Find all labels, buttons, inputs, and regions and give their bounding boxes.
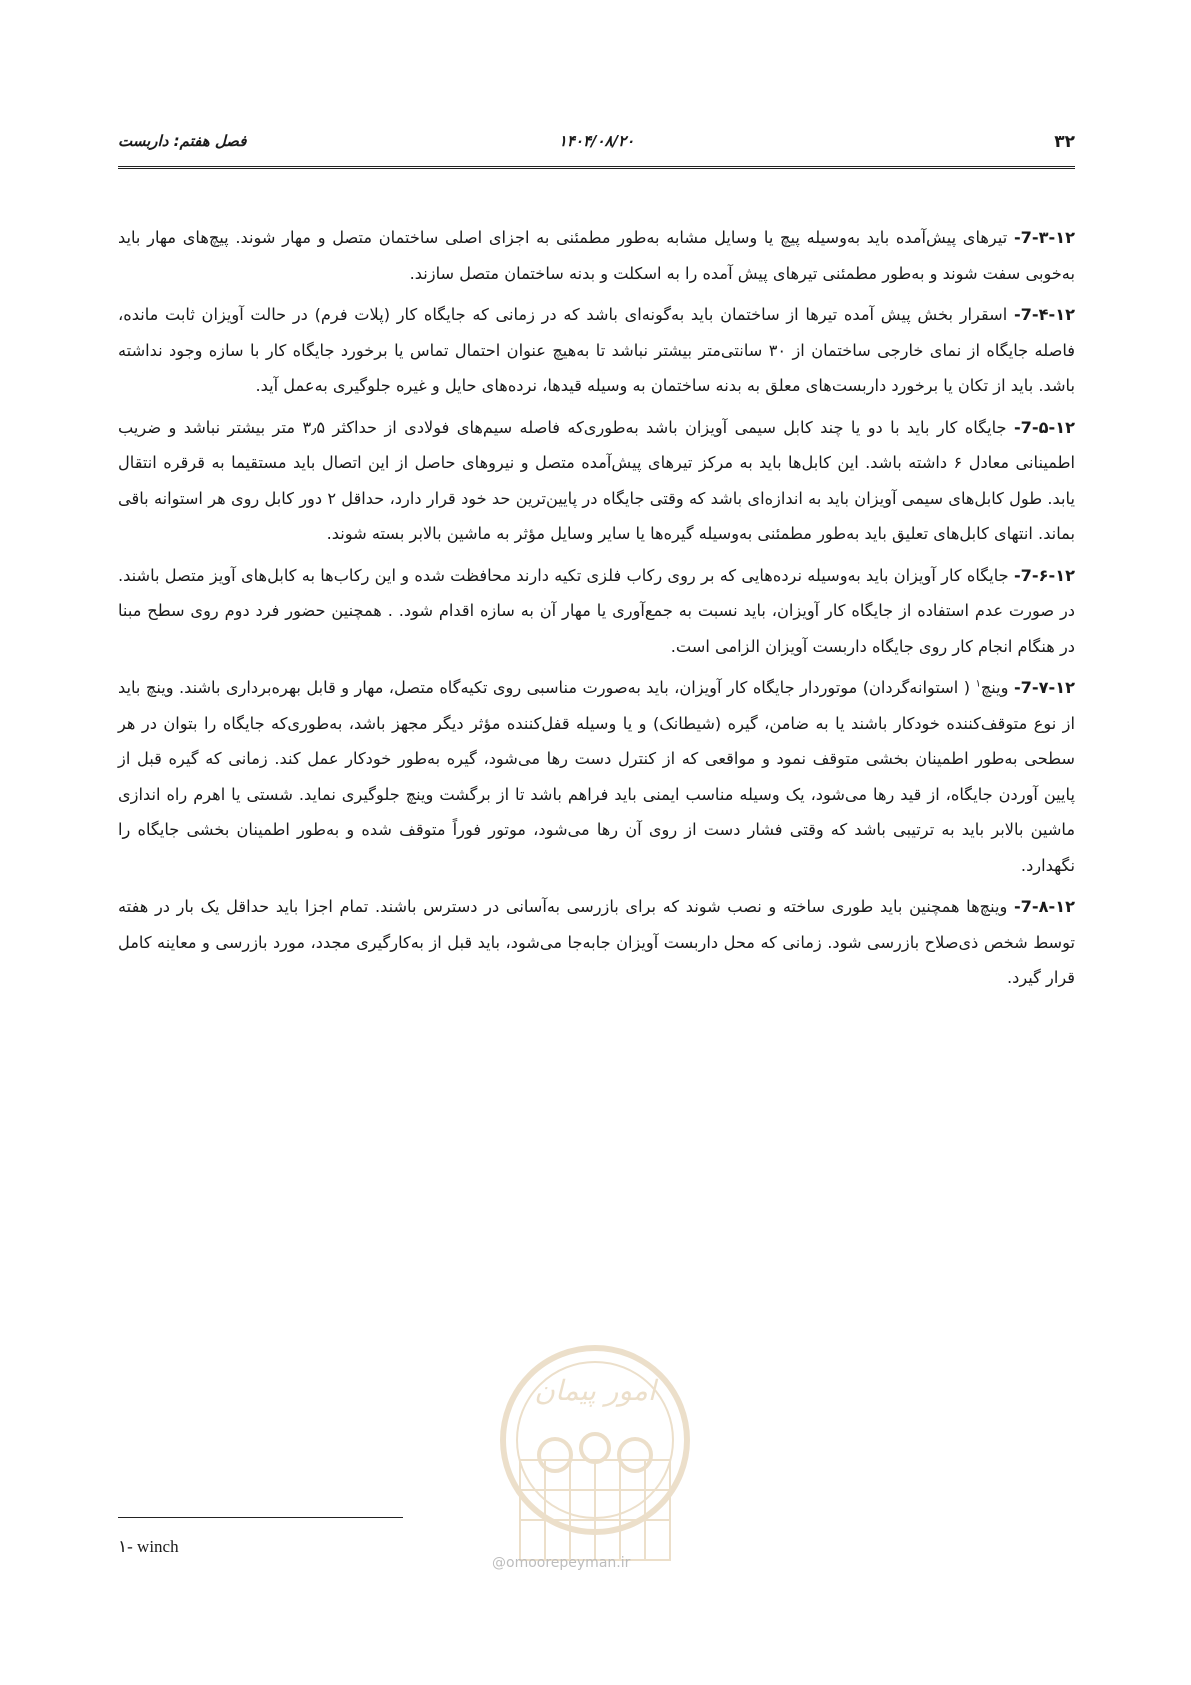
clause-number: 7-۴-۱۲-	[1013, 305, 1075, 324]
paragraph-text: اسقرار بخش پیش آمده تیرها از ساختمان باید به‌گونه‌ای باشد که در زمانی که جایگاه کار (پلات فرم) در حالت آویزان ثابت مانده، فاصله جایگاه از نمای خارجی ساختمان از ۳۰ سانتی‌متر بیشتر نباشد تا به‌هیچ عنوان احتمال تماس یا برخورد جایگاه کار با سازه وجود نداشته باشد. باید از تکان یا برخورد داربست‌های معلق به بدنه ساختمان به وسیله قیدها، نرده‌های حایل و غیره جلوگیری به‌عمل آید.	[118, 305, 1075, 395]
body-text	[118, 220, 1075, 1002]
chapter-title: فصل هفتم: داربست	[118, 132, 247, 150]
clause-number: 7-۸-۱۲-	[1013, 897, 1075, 916]
paragraph-text: ( استوانه‌گردان) موتوردار جایگاه کار آویزان، باید به‌صورت مناسبی روی تکیه‌گاه متصل، مهار و قابل بهره‌برداری باشند. وینچ باید از نوع متوقف‌کننده خودکار باشند یا به ضامن، گیره (شیطانک) و یا وسیله قفل‌کننده مؤثر دیگر مجهز باشد، به‌طوری‌که جایگاه را بتوان در هر سطحی به‌طور اطمینان بخشی متوقف نمود و مواقعی که از کنترل دست رها می‌شود، گیره به‌طور خودکار عمل کند. زمانی که گیره قبل از پایین آوردن جایگاه، از قید رها می‌شود، یک وسیله مناسب ایمنی باید فراهم باشد تا از برگشت وینچ جلوگیری نماید. شستی یا اهرم راه اندازی ماشین بالابر باید به ترتیبی باشد که وقتی فشار دست از روی آن رها می‌شود، موتور فوراً متوقف شده و به‌طور اطمینان بخشی جایگاه را نگهدارد.	[118, 678, 1075, 875]
clause-number: 7-۵-۱۲-	[1013, 417, 1075, 437]
clause-number: 7-۳-۱۲-	[1013, 228, 1075, 247]
paragraph-text: جایگاه کار باید با دو یا چند کابل سیمی آویزان باشد به‌طوری‌که فاصله سیم‌های فولادی از حداکثر ۳٫۵ متر بیشتر نباشد و ضریب اطمینانی معادل ۶ داشته باشد. این کابل‌ها باید به مرکز تیرهای پیش‌آمده متصل و نیروهای حاصل از این اتصال باید مستقیما به قرقره انتقال یابد. طول کابل‌های سیمی آویزان باید به اندازه‌ای باشد که وقتی جایگاه در پایین‌ترین حد خود قرار دارد، حداقل ۲ دور کابل روی هر استوانه باقی بماند. انتهای کابل‌های تعلیق باید به‌طور مطمئنی به‌وسیله گیره‌ها یا سایر وسایل مؤثر به ماشین بالابر بسته شوند.	[118, 417, 1075, 543]
footnote-ref[interactable]: ۱	[975, 678, 981, 690]
page-number: ۳۲	[1054, 132, 1075, 152]
footnote-separator	[118, 1517, 403, 1518]
paragraph-text: وینچ‌ها همچنین باید طوری ساخته و نصب شوند که برای بازرسی به‌آسانی در دسترس باشند. تمام اجزا باید حداقل یک بار در هفته توسط شخص ذی‌صلاح بازرسی شود. زمانی که محل داربست آویزان جابه‌جا می‌شود، باید قبل از به‌کارگیری مجدد، مورد بازرسی و معاینه کامل قرار گیرد.	[118, 897, 1075, 987]
paragraph-lead: وینچ	[980, 678, 1014, 697]
paragraph-7-8-12	[118, 889, 1075, 996]
paragraph-7-4-12	[118, 297, 1075, 404]
footnote: ۱- winch	[118, 1537, 179, 1556]
paragraph-7-7-12	[118, 670, 1075, 883]
paragraph-text: جایگاه کار آویزان باید به‌وسیله نرده‌هایی که بر روی رکاب فلزی تکیه دارند محافظت شده و این رکاب‌ها به کابل‌های آویز متصل باشند. در صورت عدم استفاده از جایگاه کار آویزان، باید نسبت به جمع‌آوری یا مهار آن به سازه اقدام شود. . همچنین حضور فرد دوم روی سطح مبنا در هنگام انجام کار روی جایگاه داربست آویزان الزامی است.	[118, 565, 1075, 656]
watermark-logo-text: امور پیمان	[534, 1374, 656, 1407]
watermark-url: @omoorepeyman.ir	[492, 1555, 631, 1571]
clause-number: 7-۷-۱۲-	[1013, 678, 1075, 697]
paragraph-7-6-12	[118, 558, 1075, 665]
header-date: ۱۴۰۴/۰۸/۲۰	[558, 132, 635, 150]
paragraph-text: تیرهای پیش‌آمده باید به‌وسیله پیچ یا وسایل مشابه به‌طور مطمئنی به اجزای اصلی ساختمان متصل و مهار شوند. پیچ‌های مهار باید به‌خوبی سفت شوند و به‌طور مطمئنی تیرهای پیش آمده را به اسکلت و بدنه ساختمان متصل سازند.	[118, 228, 1075, 283]
page-header	[118, 132, 1075, 169]
watermark-logo	[490, 1340, 700, 1570]
paragraph-7-3-12	[118, 220, 1075, 291]
clause-number: 7-۶-۱۲-	[1013, 565, 1075, 585]
paragraph-7-5-12	[118, 410, 1075, 552]
